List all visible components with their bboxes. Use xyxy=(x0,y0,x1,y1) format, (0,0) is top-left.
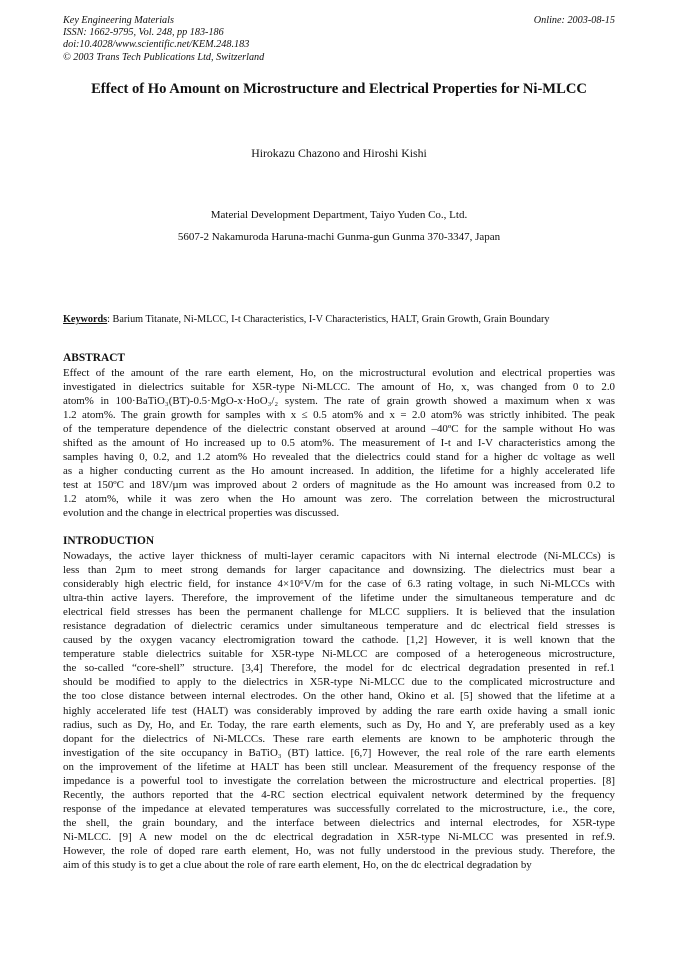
abstract-text-line: samples having 0, 0.2, and 1.2 atom% Ho revealed that the dielectrics could stand for a higher dc voltage as well xyxy=(63,451,615,464)
introduction-text-line: temperature stable dielectrics suitable for X5R-type Ni-MLCC are composed of a heterogeneous microstructure, xyxy=(63,648,615,661)
introduction-text-line: Nowadays, the active layer thickness of multi-layer ceramic capacitors with Ni internal electrode (Ni-MLCCs) is xyxy=(63,550,615,562)
abstract-heading: ABSTRACT xyxy=(63,352,126,364)
introduction-text-line: caused by the oxygen vacancy electromigration toward the cathode. [1,2] However, it is well known that the xyxy=(63,634,615,647)
introduction-text-line: considerably high electric field, for instance 4×10⁶V/m for the case of 6.3 rating voltage, in such Ni-MLCCs with xyxy=(63,578,615,591)
affiliation-line-2: 5607-2 Nakamuroda Haruna-machi Gunma-gun Gunma 370-3347, Japan xyxy=(177,231,501,243)
doi-line: doi:10.4028/www.scientific.net/KEM.248.183 xyxy=(63,39,250,51)
abstract-text-line: 1.2 atom%, while it was zero when the Ho amount was zero. The correlation between the microstructural xyxy=(63,493,615,506)
introduction-heading: INTRODUCTION xyxy=(63,535,155,547)
abstract-body xyxy=(63,366,615,521)
introduction-text-line: Recently, the authors reported that the 4-RC section electrical equivalent network determined by the frequency xyxy=(63,788,615,801)
introduction-body xyxy=(63,549,615,872)
introduction-text-line: response of the impedance at elevated temperatures was successfully correlated to the microstructure, i.e., the core, xyxy=(63,802,615,815)
affiliation-line-1: Material Development Department, Taiyo Yuden Co., Ltd. xyxy=(210,209,468,221)
keywords xyxy=(63,314,623,325)
abstract-text-line: evolution and the change in electrical properties was discussed. xyxy=(63,507,340,520)
introduction-text-line: Ni-MLCC. [9] A new model on the dc electrical degradation in X5R-type Ni-MLCC was presented in ref.9. xyxy=(63,830,615,843)
introduction-text-line: ultra-thin active layers. Therefore, the improvement of the lifetime under the simultaneous temperature and dc xyxy=(63,592,615,605)
journal-name: Key Engineering Materials xyxy=(63,15,174,26)
introduction-text-line: on the improvement of the lifetime at HALT has been still unclear. Measurement of the frequency response of the xyxy=(63,760,615,773)
abstract-text-line: atom% in 100·BaTiO₃(BT)-0.5·MgO-x·HoO₃/₂ system. The rate of grain growth showed a maximum when x was xyxy=(63,395,615,408)
introduction-text-line: the shell, the grain boundary, and the interface between dielectrics and internal electrodes, for X5R-type xyxy=(63,816,615,829)
abstract-text-line: as a higher conducting current as the Ho amount increased. In addition, the lifetime for a highly accelerated life xyxy=(63,465,615,478)
introduction-text-line: impedance is a powerful tool to investigate the correlation between the microstructure and electrical properties. [8] xyxy=(63,774,615,787)
author-list: Hirokazu Chazono and Hiroshi Kishi xyxy=(251,146,427,160)
introduction-text-line: the so-called “core-shell” structure. [3,4] Therefore, the model for dc electrical degradation presented in ref.1 xyxy=(63,662,615,675)
keywords-text: : Barium Titanate, Ni-MLCC, I-t Characteristics, I-V Characteristics, HALT, Grain Growth, Grain Boundary xyxy=(107,314,550,325)
introduction-text-line: highly accelerated life test (HALT) was considerably improved by adding the rare earth oxide having a small ionic xyxy=(63,704,615,717)
introduction-text-line: radius, such as Dy, Ho, and Er. Today, the rare earth elements, such as Dy, Ho and Y, are preferably used as a key xyxy=(63,718,615,731)
introduction-text-line: should be modified to apply to the dielectrics in X5R-type Ni-MLCC due to the complicated microstructure and xyxy=(63,676,615,689)
abstract-text-line: 1.2 atom%. The grain growth for samples with x ≤ 0.5 atom% and x = 2.0 atom% was strictly inhibited. The peak xyxy=(63,409,615,422)
online-date: Online: 2003-08-15 xyxy=(533,15,615,26)
introduction-text-line: resistance degradation of dielectric ceramics under simultaneous temperature and dc electrical field stresses is xyxy=(63,620,615,633)
introduction-text-line: dopant for the dielectrics of Ni-MLCCs. These rare earth elements are known to be amphoteric through the xyxy=(63,732,615,745)
introduction-text-line: aim of this study is to get a clue about the role of rare earth element, Ho, on the dc electrical degradation by xyxy=(63,859,532,872)
keywords-label: Keywords xyxy=(63,314,108,325)
introduction-text-line: less than 2µm to meet strong demands for larger capacitance and downsizing. The dielectrics must bear a xyxy=(63,564,615,577)
issn-line: ISSN: 1662-9795, Vol. 248, pp 183-186 xyxy=(63,27,224,39)
abstract-text-line: Effect of the amount of the rare earth element, Ho, on the microstructural evolution and electrical properties was xyxy=(63,367,615,379)
abstract-text-line: investigated in dielectrics suitable for X5R-type Ni-MLCC. The amount of Ho, x, was changed from 0 to 2.0 xyxy=(63,381,615,394)
paper-title: Effect of Ho Amount on Microstructure and Electrical Properties for Ni-MLCC xyxy=(91,81,587,97)
introduction-text-line: the too close distance between internal electrodes. On the other hand, Okino et al. [5] showed that the lifetime at a xyxy=(63,690,615,703)
introduction-text-line: investigation of the site occupancy in BaTiO₃ (BT) lattice. [6,7] However, the real role of the rare earth elements xyxy=(63,746,615,759)
abstract-text-line: test at 150ºC and 18V/µm was improved about 2 orders of magnitude as the Ho amount was increased from 0.2 to xyxy=(63,479,615,492)
abstract-text-line: of the temperature dependence of the dielectric constant observed at around –40ºC for the sample without Ho was xyxy=(63,423,615,436)
abstract-text-line: shifted as the amount of Ho increased up to 0.5 atom%. The measurement of I-t and I-V characteristics among the xyxy=(63,437,615,450)
introduction-text-line: However, the role of doped rare earth element, Ho, was not fully understood in the previous study. Therefore, the xyxy=(63,844,615,857)
introduction-text-line: electrical field stresses has been the permanent challenge for MLCC suppliers. It is believed that the insulation xyxy=(63,606,615,619)
copyright-line: © 2003 Trans Tech Publications Ltd, Switzerland xyxy=(63,51,265,63)
publication-info xyxy=(63,15,483,64)
